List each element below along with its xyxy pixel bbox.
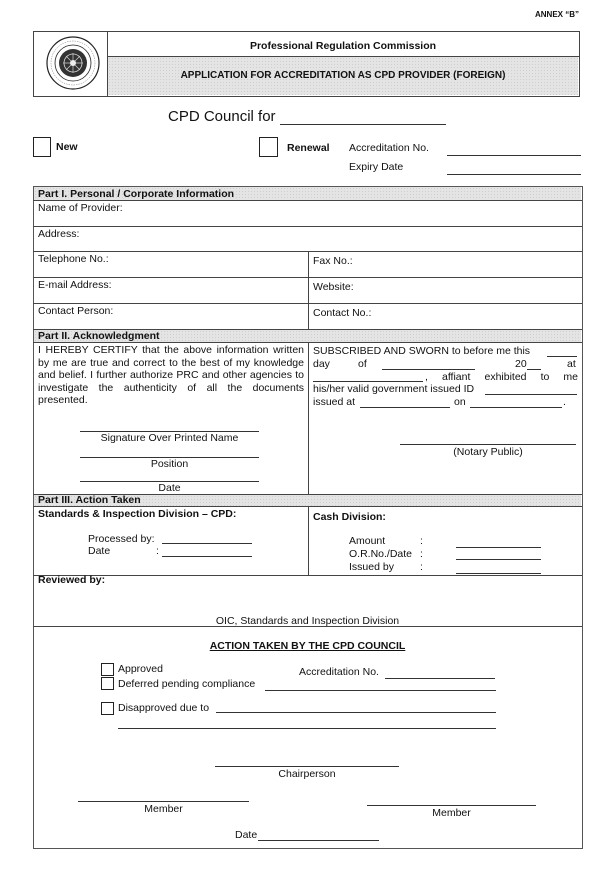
cash-division-label: Cash Division: (313, 511, 386, 523)
member2-signature-field[interactable] (367, 805, 536, 806)
website-label: Website: (313, 281, 354, 293)
sid-date-label: Date (88, 545, 111, 557)
sworn-month-field[interactable] (382, 369, 475, 370)
reviewer-signature-field[interactable] (210, 600, 405, 612)
deferred-checkbox[interactable] (101, 677, 114, 690)
council-date-field[interactable] (258, 840, 379, 841)
id-text: his/her valid government issued ID (313, 383, 475, 395)
or-no-label: O.R.No./Date (349, 548, 413, 560)
approved-label: Approved (118, 663, 163, 675)
disapproved-label: Disapproved due to (118, 702, 210, 714)
certification-text: I HEREBY CERTIFY that the above information written by me are true and correct to the best of my knowledge and belief. I further authorize PRC and other agencies to investigate the authenticity of all the documents presented. (38, 344, 304, 407)
address-field[interactable] (34, 240, 581, 250)
part3-title: Part III. Action Taken (38, 494, 141, 506)
period: . (563, 396, 566, 408)
position-label: Position (150, 458, 189, 470)
deferred-field[interactable] (265, 690, 496, 691)
amount-colon: : (420, 535, 423, 547)
address-label: Address: (38, 228, 80, 240)
telephone-label: Telephone No.: (38, 253, 109, 265)
oic-label: OIC, Standards and Inspection Division (215, 615, 400, 627)
accreditation-no-field[interactable] (447, 155, 581, 156)
part2-title: Part II. Acknowledgment (38, 330, 160, 342)
id-field[interactable] (485, 394, 577, 395)
approved-checkbox[interactable] (101, 663, 114, 676)
name-of-provider-label: Name of Provider: (38, 202, 123, 214)
contact-person-label: Contact Person: (38, 305, 114, 317)
of-label: of (358, 358, 367, 370)
processed-by-label: Processed by: (88, 533, 155, 545)
year-label: 20 (515, 358, 527, 370)
signature-label: Signature Over Printed Name (100, 432, 239, 444)
member1-signature-field[interactable] (78, 801, 249, 802)
renewal-checkbox[interactable] (259, 137, 278, 157)
chairperson-label: Chairperson (278, 768, 336, 780)
org-name: Professional Regulation Commission (249, 40, 437, 52)
council-for-label: CPD Council for (168, 108, 276, 125)
annex-label: ANNEX “B” (535, 10, 580, 19)
sworn-text: SUBSCRIBED AND SWORN to before me this (313, 345, 531, 357)
issued-at-label: issued at (313, 396, 356, 408)
or-no-colon: : (420, 548, 423, 560)
new-checkbox[interactable] (33, 137, 51, 157)
at-label: at (567, 358, 576, 370)
council-action-title: ACTION TAKEN BY THE CPD COUNCIL (209, 640, 406, 652)
disapproved-field[interactable] (216, 712, 496, 713)
sworn-year-field[interactable] (527, 369, 541, 370)
affiant-text: , affiant exhibited to me (425, 371, 578, 383)
council-accreditation-no-field[interactable] (385, 678, 495, 679)
contact-no-label: Contact No.: (313, 307, 372, 319)
member1-label: Member (144, 803, 183, 815)
expiry-date-label: Expiry Date (349, 161, 404, 173)
council-date-label: Date (235, 829, 258, 841)
sid-date-field[interactable] (162, 556, 252, 557)
expiry-date-field[interactable] (447, 174, 581, 175)
notary-label: (Notary Public) (453, 446, 523, 458)
name-of-provider-field[interactable] (34, 214, 581, 225)
or-no-field[interactable] (456, 559, 541, 560)
sid-label: Standards & Inspection Division – CPD: (38, 508, 237, 520)
sid-date-colon: : (156, 545, 159, 557)
deferred-label: Deferred pending compliance (118, 678, 256, 690)
fax-label: Fax No.: (313, 255, 353, 267)
accreditation-no-label: Accreditation No. (349, 142, 429, 154)
disapproved-checkbox[interactable] (101, 702, 114, 715)
issued-by-field[interactable] (456, 573, 541, 574)
disapproved-field-2[interactable] (118, 728, 496, 729)
part1-title: Part I. Personal / Corporate Information (38, 188, 235, 200)
on-label: on (454, 396, 466, 408)
issued-on-field[interactable] (470, 407, 562, 408)
chairperson-signature-field[interactable] (215, 766, 399, 767)
council-accreditation-no-label: Accreditation No. (299, 666, 379, 678)
prc-seal-logo (45, 35, 101, 91)
new-label: New (56, 141, 78, 153)
day-label: day (313, 358, 330, 370)
sworn-day-field[interactable] (547, 356, 577, 357)
council-for-field[interactable] (280, 124, 446, 125)
issued-by-label: Issued by (349, 561, 394, 573)
form-title: APPLICATION FOR ACCREDITATION AS CPD PROVIDER (FOREIGN) (180, 70, 506, 81)
processed-by-field[interactable] (162, 543, 252, 544)
sworn-place-field[interactable] (313, 381, 423, 382)
issued-by-colon: : (420, 561, 423, 573)
member2-label: Member (432, 807, 471, 819)
amount-field[interactable] (456, 547, 541, 548)
amount-label: Amount (349, 535, 386, 547)
date-label: Date (158, 482, 181, 494)
reviewed-by-label: Reviewed by: (38, 574, 106, 586)
renewal-label: Renewal (287, 142, 330, 154)
email-label: E-mail Address: (38, 279, 112, 291)
notary-signature-field[interactable] (400, 444, 576, 445)
issued-at-field[interactable] (360, 407, 450, 408)
